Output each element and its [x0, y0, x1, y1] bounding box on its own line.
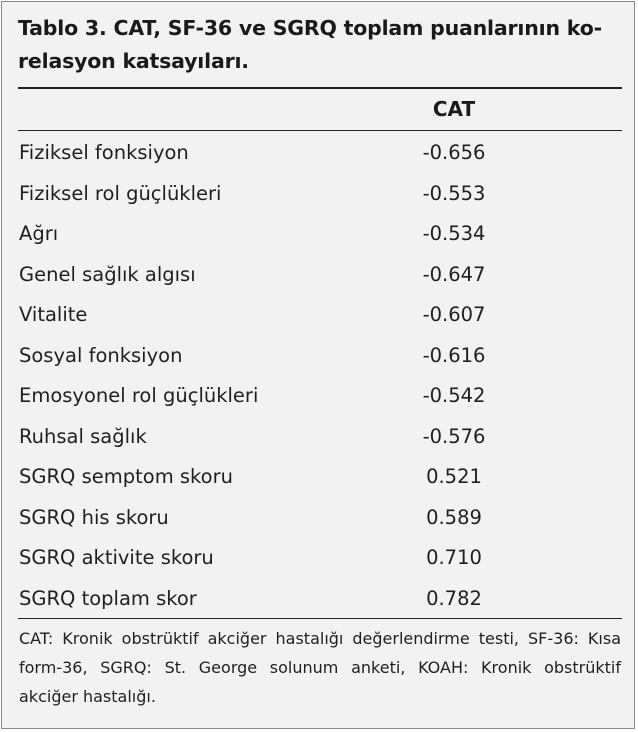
row-value: -0.534	[422, 222, 486, 245]
row-label: SGRQ his skoru	[19, 505, 169, 529]
row-label: Emosyonel rol güçlükleri	[19, 384, 259, 407]
row-label: Sosyal fonksiyon	[19, 343, 183, 367]
row-label: Fiziksel fonksiyon	[19, 141, 189, 164]
table-row	[2, 376, 636, 417]
table-row	[2, 417, 636, 458]
row-label: SGRQ aktivite skoru	[19, 546, 214, 569]
row-value: -0.656	[422, 141, 486, 164]
table-row	[2, 498, 636, 539]
table-row	[2, 174, 636, 215]
table-row	[2, 336, 636, 377]
row-label: SGRQ toplam skor	[19, 586, 197, 610]
row-value: 0.710	[426, 546, 482, 569]
header-rule	[18, 130, 622, 131]
table-row	[2, 579, 636, 620]
column-header-cat: CAT	[432, 97, 476, 121]
table-title: Tablo 3. CAT, SF-36 ve SGRQ toplam puanlarının ko- relasyon katsayıları.	[18, 16, 602, 73]
table-body	[2, 133, 636, 619]
row-label: Vitalite	[19, 303, 88, 326]
row-value: 0.782	[426, 586, 482, 610]
row-label: Fiziksel rol güçlükleri	[19, 181, 222, 205]
row-value: -0.576	[422, 424, 486, 448]
top-rule	[18, 87, 622, 89]
table-row	[2, 214, 636, 255]
row-value: -0.542	[422, 384, 486, 407]
row-label: Ruhsal sağlık	[19, 424, 147, 448]
row-value: -0.647	[422, 262, 486, 286]
row-value: 0.589	[426, 505, 482, 529]
table-title-source	[2, 2, 3, 3]
row-value: -0.553	[422, 181, 486, 205]
table-frame	[1, 1, 635, 729]
table-row	[2, 295, 636, 336]
row-label: SGRQ semptom skoru	[19, 465, 233, 488]
table-row	[2, 538, 636, 579]
table-row	[2, 457, 636, 498]
row-value: -0.616	[422, 343, 486, 367]
row-label: Ağrı	[19, 222, 59, 245]
table-row	[2, 133, 636, 174]
row-value: 0.521	[426, 465, 482, 488]
row-label: Genel sağlık algısı	[19, 262, 196, 286]
row-value: -0.607	[422, 303, 486, 326]
table-footnote: CAT: Kronik obstrüktif akciğer hastalığı değerlendirme testi, SF-36: Kısa form-36, SGRQ: St. George solunum anketi, KOAH: Kronik obstrüktif akciğer hastalığı.	[19, 629, 621, 706]
bottom-rule	[18, 618, 622, 619]
table-row	[2, 255, 636, 296]
